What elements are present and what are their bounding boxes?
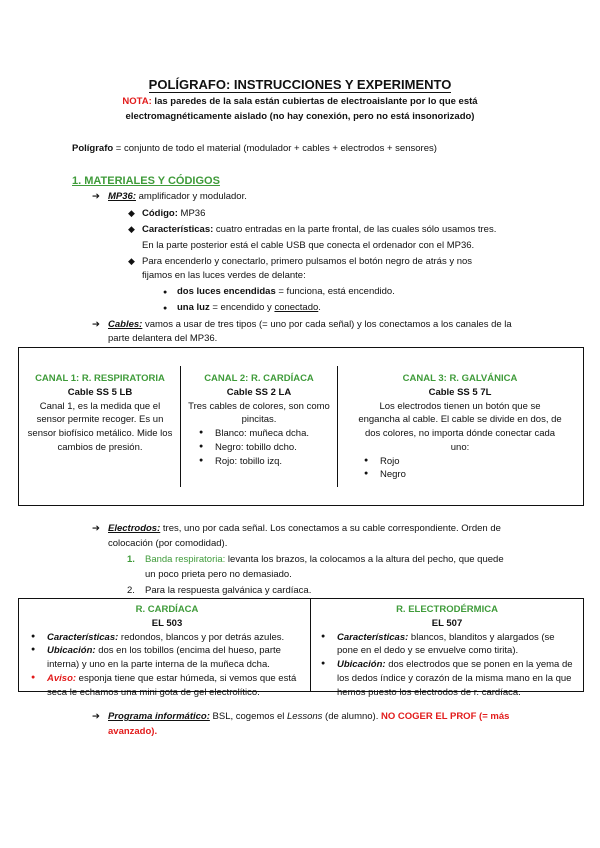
luz-una: ● una luz = encendido y conectado. xyxy=(163,302,321,313)
electrodos-step-2: 2. Para la respuesta galvánica y cardíaca. xyxy=(127,585,312,596)
electrodos-step-1-line2: un poco prieta pero no demasiado. xyxy=(145,569,292,580)
list-item: ● Rojo: tobillo izq. xyxy=(197,455,331,469)
canal-3-list xyxy=(344,455,576,483)
cables-item: ➔ Cables: vamos a usar de tres tipos (= uno por cada señal) y los conectamos a los canales de la xyxy=(92,319,512,330)
arrow-icon: ➔ xyxy=(92,319,100,330)
luces-dos: ● dos luces encendidas = funciona, está encendido. xyxy=(163,286,395,297)
canal-3: CANAL 3: R. GALVÁNICA Cable SS 5 7L Los electrodos tienen un botón que se engancha al cable. El cable se divide en dos, de dos colores, no importa dónde conectar cada uno: ● Rojo ● Negro xyxy=(344,372,576,482)
page-title: POLÍGRAFO: INSTRUCCIONES Y EXPERIMENTO xyxy=(148,77,452,92)
canal-2-list xyxy=(187,427,331,468)
programa-line2: avanzado). xyxy=(108,726,158,737)
arrow-icon: ➔ xyxy=(92,523,100,534)
section-heading: 1. MATERIALES Y CÓDIGOS xyxy=(72,175,220,187)
canal-2: CANAL 2: R. CARDÍACA Cable SS 2 LA Tres cables de colores, son como pincitas. ● Blanco: muñeca dcha. ● Negro: tobillo dcho. ● Rojo: tobillo izq. xyxy=(187,372,331,468)
arrow-icon: ➔ xyxy=(92,711,100,722)
canal-1: CANAL 1: R. RESPIRATORIA Cable SS 5 LB Canal 1, es la medida que el sensor permite recoger. Es un sensor biofísico metálico. Mide los cambios de presión. xyxy=(27,373,173,453)
mp36-encender: ◆ Para encenderlo y conectarlo, primero pulsamos el botón negro de atrás y nos xyxy=(128,256,473,267)
list-item: ● Negro: tobillo dcho. xyxy=(197,441,331,455)
electrodos-item: ➔ Electrodos: tres, uno por cada señal. Los conectamos a su cable correspondiente. Orden de xyxy=(92,523,501,534)
list-item: ● Ubicación: dos electrodos que se ponen en la yema de los dedos índice y corazón de la misma mano en la que hemos puesto los electrodos de r. cardíaca. xyxy=(319,658,575,699)
nota-label: NOTA: xyxy=(122,96,152,107)
mp36-caracteristicas: ◆ Características: cuatro entradas en la parte frontal, de las cuales sólo usamos tres. xyxy=(128,224,497,235)
arrow-icon: ➔ xyxy=(92,191,100,202)
list-item: ● Blanco: muñeca dcha. xyxy=(197,427,331,441)
column-divider xyxy=(337,366,338,487)
list-item: ● Características: blancos, blanditos y alargados (se pone en el dedo y se envuelve como tirita). xyxy=(319,631,575,659)
electrodo-cardiaca-list xyxy=(29,631,305,700)
electrodo-cardiaca: R. CARDÍACA EL 503 ● Características: redondos, blancos y por detrás azules. ● Ubicación: dos en los tobillos (encima del hueso, parte interna) y uno en la parte interna de la muñeca dcha. ● Aviso: esponja tiene que estar húmeda, si vemos que está seca le echamos una mini gota de gel electrolítico. xyxy=(29,603,305,699)
mp36-codigo: ◆ Código: MP36 xyxy=(128,208,206,219)
list-item: ● Rojo xyxy=(362,455,576,469)
electrodo-electrodermica-list xyxy=(319,631,575,700)
electrodos-line2: colocación (por comodidad). xyxy=(108,538,228,549)
diamond-bullet-icon: ◆ xyxy=(128,224,135,234)
list-item: ● Características: redondos, blancos y por detrás azules. xyxy=(29,631,305,645)
electrodo-electrodermica: R. ELECTRODÉRMICA EL 507 ● Características: blancos, blanditos y alargados (se pone en el dedo y se envuelve como tirita). ● Ubicación: dos electrodos que se ponen en la yema de los dedos índice y corazón de la misma mano en la que hemos puesto los electrodos de r. cardíaca. xyxy=(319,603,575,699)
nota-paragraph: NOTA: las paredes de la sala están cubiertas de electroaislante por lo que está electromagnéticamente aislado (no hay conexión, pero no está insonorizado) xyxy=(122,96,478,123)
mp36-caracteristicas-line2: En la parte posterior está el cable USB que conecta el ordenador con el MP36. xyxy=(142,240,475,251)
list-item: ● Aviso: esponja tiene que estar húmeda, si vemos que está seca le echamos una mini gota de gel electrolítico. xyxy=(29,672,305,700)
cables-line2: parte delantera del MP36. xyxy=(108,333,218,344)
mp36-encender-line2: fijamos en las luces verdes de delante: xyxy=(142,270,306,281)
canales-table xyxy=(18,347,584,506)
diamond-bullet-icon: ◆ xyxy=(128,208,135,218)
list-item: ● Negro xyxy=(362,468,576,482)
column-divider xyxy=(310,599,311,691)
programa-item: ➔ Programa informático: BSL, cogemos el Lessons (de alumno). NO COGER EL PROF (= más xyxy=(92,711,510,722)
diamond-bullet-icon: ◆ xyxy=(128,256,135,266)
column-divider xyxy=(180,366,181,487)
mp36-item: ➔ MP36: amplificador y modulador. xyxy=(92,191,247,202)
poligrafo-definition: Polígrafo = conjunto de todo el material (modulador + cables + electrodos + sensores) xyxy=(72,143,437,154)
circle-bullet-icon: ● xyxy=(163,289,168,296)
circle-bullet-icon: ● xyxy=(163,305,168,312)
electrodos-table xyxy=(18,598,584,698)
electrodos-step-1: 1. Banda respiratoria: levanta los brazos, la colocamos a la altura del pecho, que quede xyxy=(127,554,504,565)
list-item: ● Ubicación: dos en los tobillos (encima del hueso, parte interna) y uno en la parte interna de la muñeca dcha. xyxy=(29,644,305,672)
